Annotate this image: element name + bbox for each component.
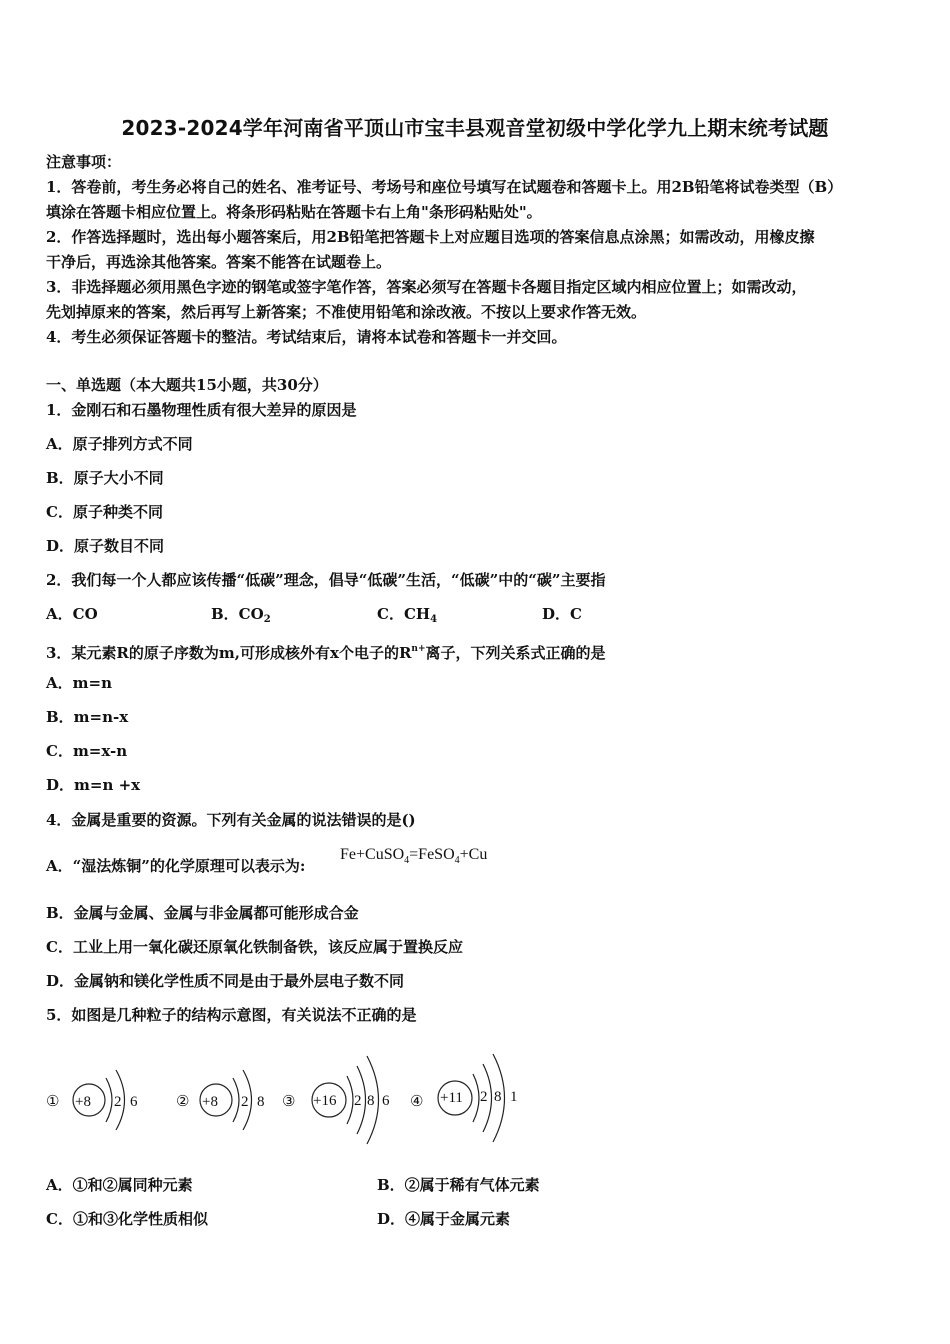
notice-line: 先划掉原来的答案，然后再写上新答案；不准使用铅笔和涂改液。不按以上要求作答无效。 bbox=[46, 303, 647, 321]
reaction-equation: Fe+CuSO$_4$=FeSO$_4$+Cu bbox=[340, 846, 488, 867]
electron-count: 1 bbox=[510, 1089, 518, 1105]
option-d: D．原子数目不同 bbox=[46, 537, 165, 555]
option-b: B．原子大小不同 bbox=[46, 469, 164, 487]
question-stem: 4．金属是重要的资源。下列有关金属的说法错误的是() bbox=[46, 811, 416, 829]
option-a: A．CO bbox=[46, 605, 98, 623]
option-c: C．m=x-n bbox=[46, 742, 128, 760]
electron-count: 2 bbox=[114, 1094, 122, 1110]
nucleus-charge: +8 bbox=[75, 1094, 91, 1110]
notice-line: 4．考生必须保证答题卡的整洁。考试结束后，请将本试卷和答题卡一并交回。 bbox=[46, 328, 567, 346]
atom-label: ④ bbox=[410, 1094, 424, 1110]
option-a: A．“湿法炼铜”的化学原理可以表示为: bbox=[46, 857, 306, 875]
question-stem: 2．我们每一个人都应该传播“低碳”理念，倡导“低碳”生活，“低碳”中的“碳”主要指 bbox=[46, 571, 606, 589]
question-stem: 3．某元素R的原子序数为m,可形成核外有x个电子的$R^{n+}$离子，下列关系式正确的是 bbox=[46, 644, 606, 662]
section-heading: 一、单选题（本大题共15小题，共30分） bbox=[46, 376, 328, 394]
option-c: C．①和③化学性质相似 bbox=[46, 1210, 208, 1228]
nucleus-charge: +11 bbox=[440, 1090, 463, 1106]
notice-line: 3．非选择题必须用黑色字迹的钢笔或签字笔作答，答案必须写在答题卡各题目指定区域内相应位置上；如需改动， bbox=[46, 278, 807, 296]
nucleus-charge: +16 bbox=[313, 1093, 337, 1109]
option-d: D．④属于金属元素 bbox=[377, 1210, 511, 1228]
atom-label: ① bbox=[46, 1094, 60, 1110]
electron-count: 8 bbox=[257, 1094, 265, 1110]
atom-label: ② bbox=[176, 1094, 190, 1110]
option-c: C．$CH_4$ bbox=[377, 605, 438, 625]
option-a: A．①和②属同种元素 bbox=[46, 1176, 193, 1194]
nucleus-charge: +8 bbox=[202, 1094, 218, 1110]
question-stem: 5．如图是几种粒子的结构示意图，有关说法不正确的是 bbox=[46, 1006, 417, 1024]
page-title: 2023-2024学年河南省平顶山市宝丰县观音堂初级中学化学九上期末统考试题 bbox=[121, 116, 829, 140]
notice-heading: 注意事项： bbox=[46, 153, 122, 171]
option-d: D．m=n +x bbox=[46, 776, 141, 794]
option-a: A．原子排列方式不同 bbox=[46, 435, 193, 453]
atomic-structure-diagram bbox=[40, 1038, 540, 1148]
electron-count: 2 bbox=[241, 1094, 249, 1110]
option-d: D．金属钠和镁化学性质不同是由于最外层电子数不同 bbox=[46, 972, 405, 990]
option-b: B．$CO_2$ bbox=[211, 605, 271, 625]
option-b: B．m=n-x bbox=[46, 708, 129, 726]
notice-line: 1．答卷前，考生务必将自己的姓名、准考证号、考场号和座位号填写在试题卷和答题卡上。用2B铅笔将试卷类型（B） bbox=[46, 178, 843, 196]
option-c: C．工业上用一氧化碳还原氧化铁制备铁，该反应属于置换反应 bbox=[46, 938, 463, 956]
notice-line: 填涂在答题卡相应位置上。将条形码粘贴在答题卡右上角"条形码粘贴处"。 bbox=[46, 203, 542, 221]
question-stem: 1．金刚石和石墨物理性质有很大差异的原因是 bbox=[46, 401, 357, 419]
option-b: B．金属与金属、金属与非金属都可能形成合金 bbox=[46, 904, 359, 922]
option-c: C．原子种类不同 bbox=[46, 503, 163, 521]
electron-count: 6 bbox=[130, 1094, 138, 1110]
electron-count: 8 bbox=[494, 1089, 502, 1105]
option-b: B．②属于稀有气体元素 bbox=[377, 1176, 540, 1194]
notice-line: 2．作答选择题时，选出每小题答案后，用2B铅笔把答题卡上对应题目选项的答案信息点涂黑；如需改动，用橡皮擦 bbox=[46, 228, 815, 246]
electron-count: 2 bbox=[354, 1093, 362, 1109]
electron-count: 8 bbox=[367, 1093, 375, 1109]
electron-count: 2 bbox=[480, 1089, 488, 1105]
option-d: D．C bbox=[542, 605, 582, 623]
notice-line: 干净后，再选涂其他答案。答案不能答在试题卷上。 bbox=[46, 253, 392, 271]
option-a: A．m=n bbox=[46, 674, 112, 692]
electron-count: 6 bbox=[382, 1093, 390, 1109]
atom-label: ③ bbox=[282, 1094, 296, 1110]
